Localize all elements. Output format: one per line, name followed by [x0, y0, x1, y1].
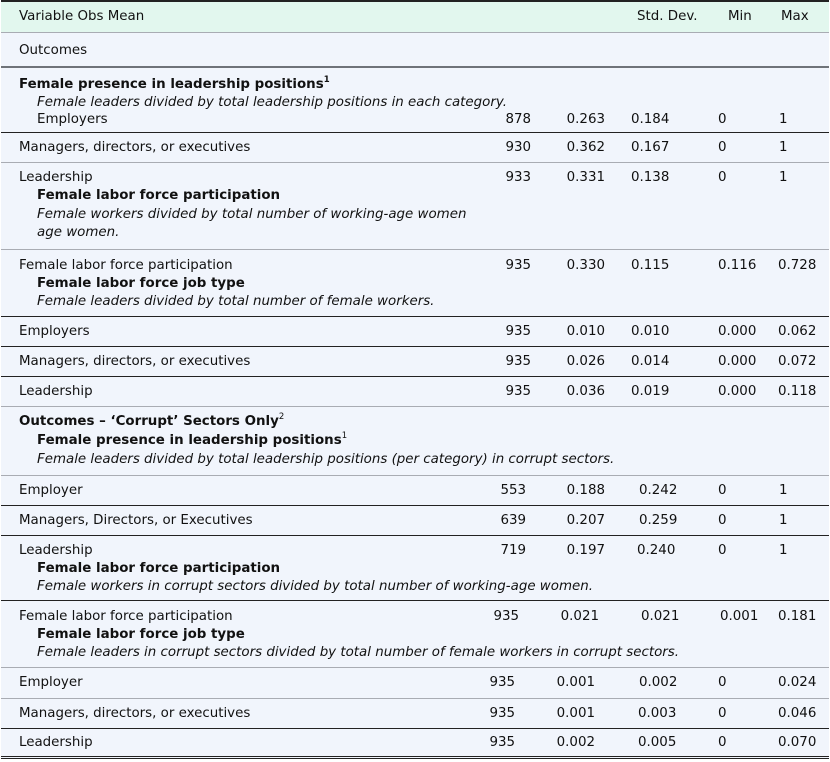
- obs-value: 935: [489, 675, 515, 690]
- mean-value: 0.010: [566, 324, 605, 339]
- section-title: Outcomes: [19, 43, 88, 58]
- header-std-dev: Std. Dev.: [637, 9, 698, 24]
- obs-value: 935: [489, 706, 515, 721]
- mean-value: 0.021: [560, 609, 599, 624]
- group-description: Female leaders in corrupt sectors divided by total number of female workers in corrupt sectors.: [37, 645, 680, 660]
- min-value: 0: [718, 140, 727, 155]
- obs-value: 719: [500, 543, 526, 558]
- group-description: Female workers in corrupt sectors divided by total number of working-age women.: [37, 579, 593, 594]
- sd-value: 0.115: [631, 258, 670, 273]
- section-title: Outcomes – ‘Corrupt’ Sectors Only$^2$: [19, 412, 285, 429]
- table-row: [1, 377, 829, 407]
- max-value: 0.728: [778, 258, 817, 273]
- row-label: Managers, directors, or executives: [19, 140, 251, 155]
- table-row: [1, 699, 829, 729]
- obs-value: 935: [505, 324, 531, 339]
- group-description: Female leaders divided by total leadership positions (per category) in corrupt sectors.: [37, 452, 615, 467]
- obs-value: 930: [505, 140, 531, 155]
- max-value: 1: [779, 140, 788, 155]
- obs-value: 933: [505, 170, 531, 185]
- sd-value: 0.259: [639, 513, 678, 528]
- min-value: 0: [718, 735, 727, 750]
- mean-value: 0.263: [566, 112, 605, 127]
- max-value: 1: [779, 483, 788, 498]
- mean-value: 0.197: [566, 543, 605, 558]
- min-value: 0: [718, 513, 727, 528]
- table-header: [1, 2, 829, 33]
- sd-value: 0.167: [631, 140, 670, 155]
- group-description: Female leaders divided by total number of female workers.: [37, 294, 435, 309]
- obs-value: 553: [500, 483, 526, 498]
- table-row: [1, 68, 829, 133]
- max-value: 0.024: [778, 675, 817, 690]
- table-row: [1, 476, 829, 506]
- mean-value: 0.001: [556, 675, 595, 690]
- section-outcomes: [1, 33, 829, 68]
- group-title: Female labor force job type: [37, 276, 245, 291]
- mean-value: 0.026: [566, 354, 605, 369]
- sd-value: 0.240: [637, 543, 676, 558]
- obs-value: 935: [505, 354, 531, 369]
- mean-value: 0.331: [566, 170, 605, 185]
- min-value: 0: [718, 170, 727, 185]
- max-value: 0.062: [778, 324, 817, 339]
- max-value: 1: [779, 112, 788, 127]
- max-value: 0.118: [778, 384, 817, 399]
- header-variable: Variable Obs Mean: [19, 9, 145, 24]
- group-description: Female leaders divided by total leadership positions in each category.: [37, 95, 507, 110]
- row-label: Leadership: [19, 384, 93, 399]
- row-label: Managers, directors, or executives: [19, 354, 251, 369]
- group-title: Female presence in leadership positions$^1$: [19, 75, 330, 92]
- row-label: Employers: [19, 324, 90, 339]
- row-label: Female labor force participation: [19, 609, 233, 624]
- sd-value: 0.003: [638, 706, 677, 721]
- sd-value: 0.242: [639, 483, 678, 498]
- min-value: 0: [718, 483, 727, 498]
- obs-value: 935: [493, 609, 519, 624]
- min-value: 0.000: [718, 384, 757, 399]
- table-row: [1, 347, 829, 377]
- summary-statistics-table: [1, 0, 829, 759]
- row-label: Managers, directors, or executives: [19, 706, 251, 721]
- header-min: Min: [728, 9, 752, 24]
- min-value: 0.000: [718, 324, 757, 339]
- row-label: Managers, Directors, or Executives: [19, 513, 253, 528]
- mean-value: 0.002: [556, 735, 595, 750]
- row-label: Female labor force participation: [19, 258, 233, 273]
- obs-value: 935: [505, 258, 531, 273]
- max-value: 0.046: [778, 706, 817, 721]
- min-value: 0: [718, 112, 727, 127]
- mean-value: 0.207: [566, 513, 605, 528]
- row-label: Employer: [19, 675, 83, 690]
- row-label: Leadership: [19, 170, 93, 185]
- table-row: [1, 317, 829, 347]
- group-description-cont: age women.: [37, 225, 120, 240]
- max-value: 1: [779, 513, 788, 528]
- obs-value: 878: [505, 112, 531, 127]
- sd-value: 0.019: [631, 384, 670, 399]
- min-value: 0.000: [718, 354, 757, 369]
- sd-value: 0.014: [631, 354, 670, 369]
- table-row: [1, 729, 829, 756]
- mean-value: 0.001: [556, 706, 595, 721]
- max-value: 0.070: [778, 735, 817, 750]
- group-title: Female labor force participation: [37, 188, 281, 203]
- group-description: Female workers divided by total number of working-age women: [37, 207, 467, 222]
- max-value: 0.072: [778, 354, 817, 369]
- sd-value: 0.021: [641, 609, 680, 624]
- max-value: 1: [779, 170, 788, 185]
- min-value: 0: [718, 543, 727, 558]
- mean-value: 0.330: [566, 258, 605, 273]
- table-row: [1, 668, 829, 699]
- mean-value: 0.036: [566, 384, 605, 399]
- obs-value: 639: [500, 513, 526, 528]
- sd-value: 0.184: [631, 112, 670, 127]
- obs-value: 935: [505, 384, 531, 399]
- group-title: Female labor force job type: [37, 627, 245, 642]
- mean-value: 0.362: [566, 140, 605, 155]
- row-label: Leadership: [19, 543, 93, 558]
- max-value: 1: [779, 543, 788, 558]
- obs-value: 935: [489, 735, 515, 750]
- row-label: Employers: [37, 112, 108, 127]
- table-row: [1, 250, 829, 317]
- group-title: Female labor force participation: [37, 561, 281, 576]
- min-value: 0.001: [720, 609, 759, 624]
- sd-value: 0.010: [631, 324, 670, 339]
- min-value: 0: [718, 706, 727, 721]
- section-corrupt-sectors: [1, 407, 829, 476]
- sd-value: 0.002: [639, 675, 678, 690]
- sd-value: 0.005: [638, 735, 677, 750]
- max-value: 0.181: [778, 609, 817, 624]
- min-value: 0.116: [718, 258, 757, 273]
- min-value: 0: [718, 675, 727, 690]
- table-row: [1, 133, 829, 163]
- row-label: Leadership: [19, 735, 93, 750]
- table-row: [1, 536, 829, 601]
- sd-value: 0.138: [631, 170, 670, 185]
- group-title: Female presence in leadership positions$^1$: [37, 431, 348, 448]
- row-label: Employer: [19, 483, 83, 498]
- header-max: Max: [781, 9, 809, 24]
- table-row: [1, 506, 829, 536]
- table-row: [1, 163, 829, 250]
- mean-value: 0.188: [566, 483, 605, 498]
- table-row: [1, 601, 829, 668]
